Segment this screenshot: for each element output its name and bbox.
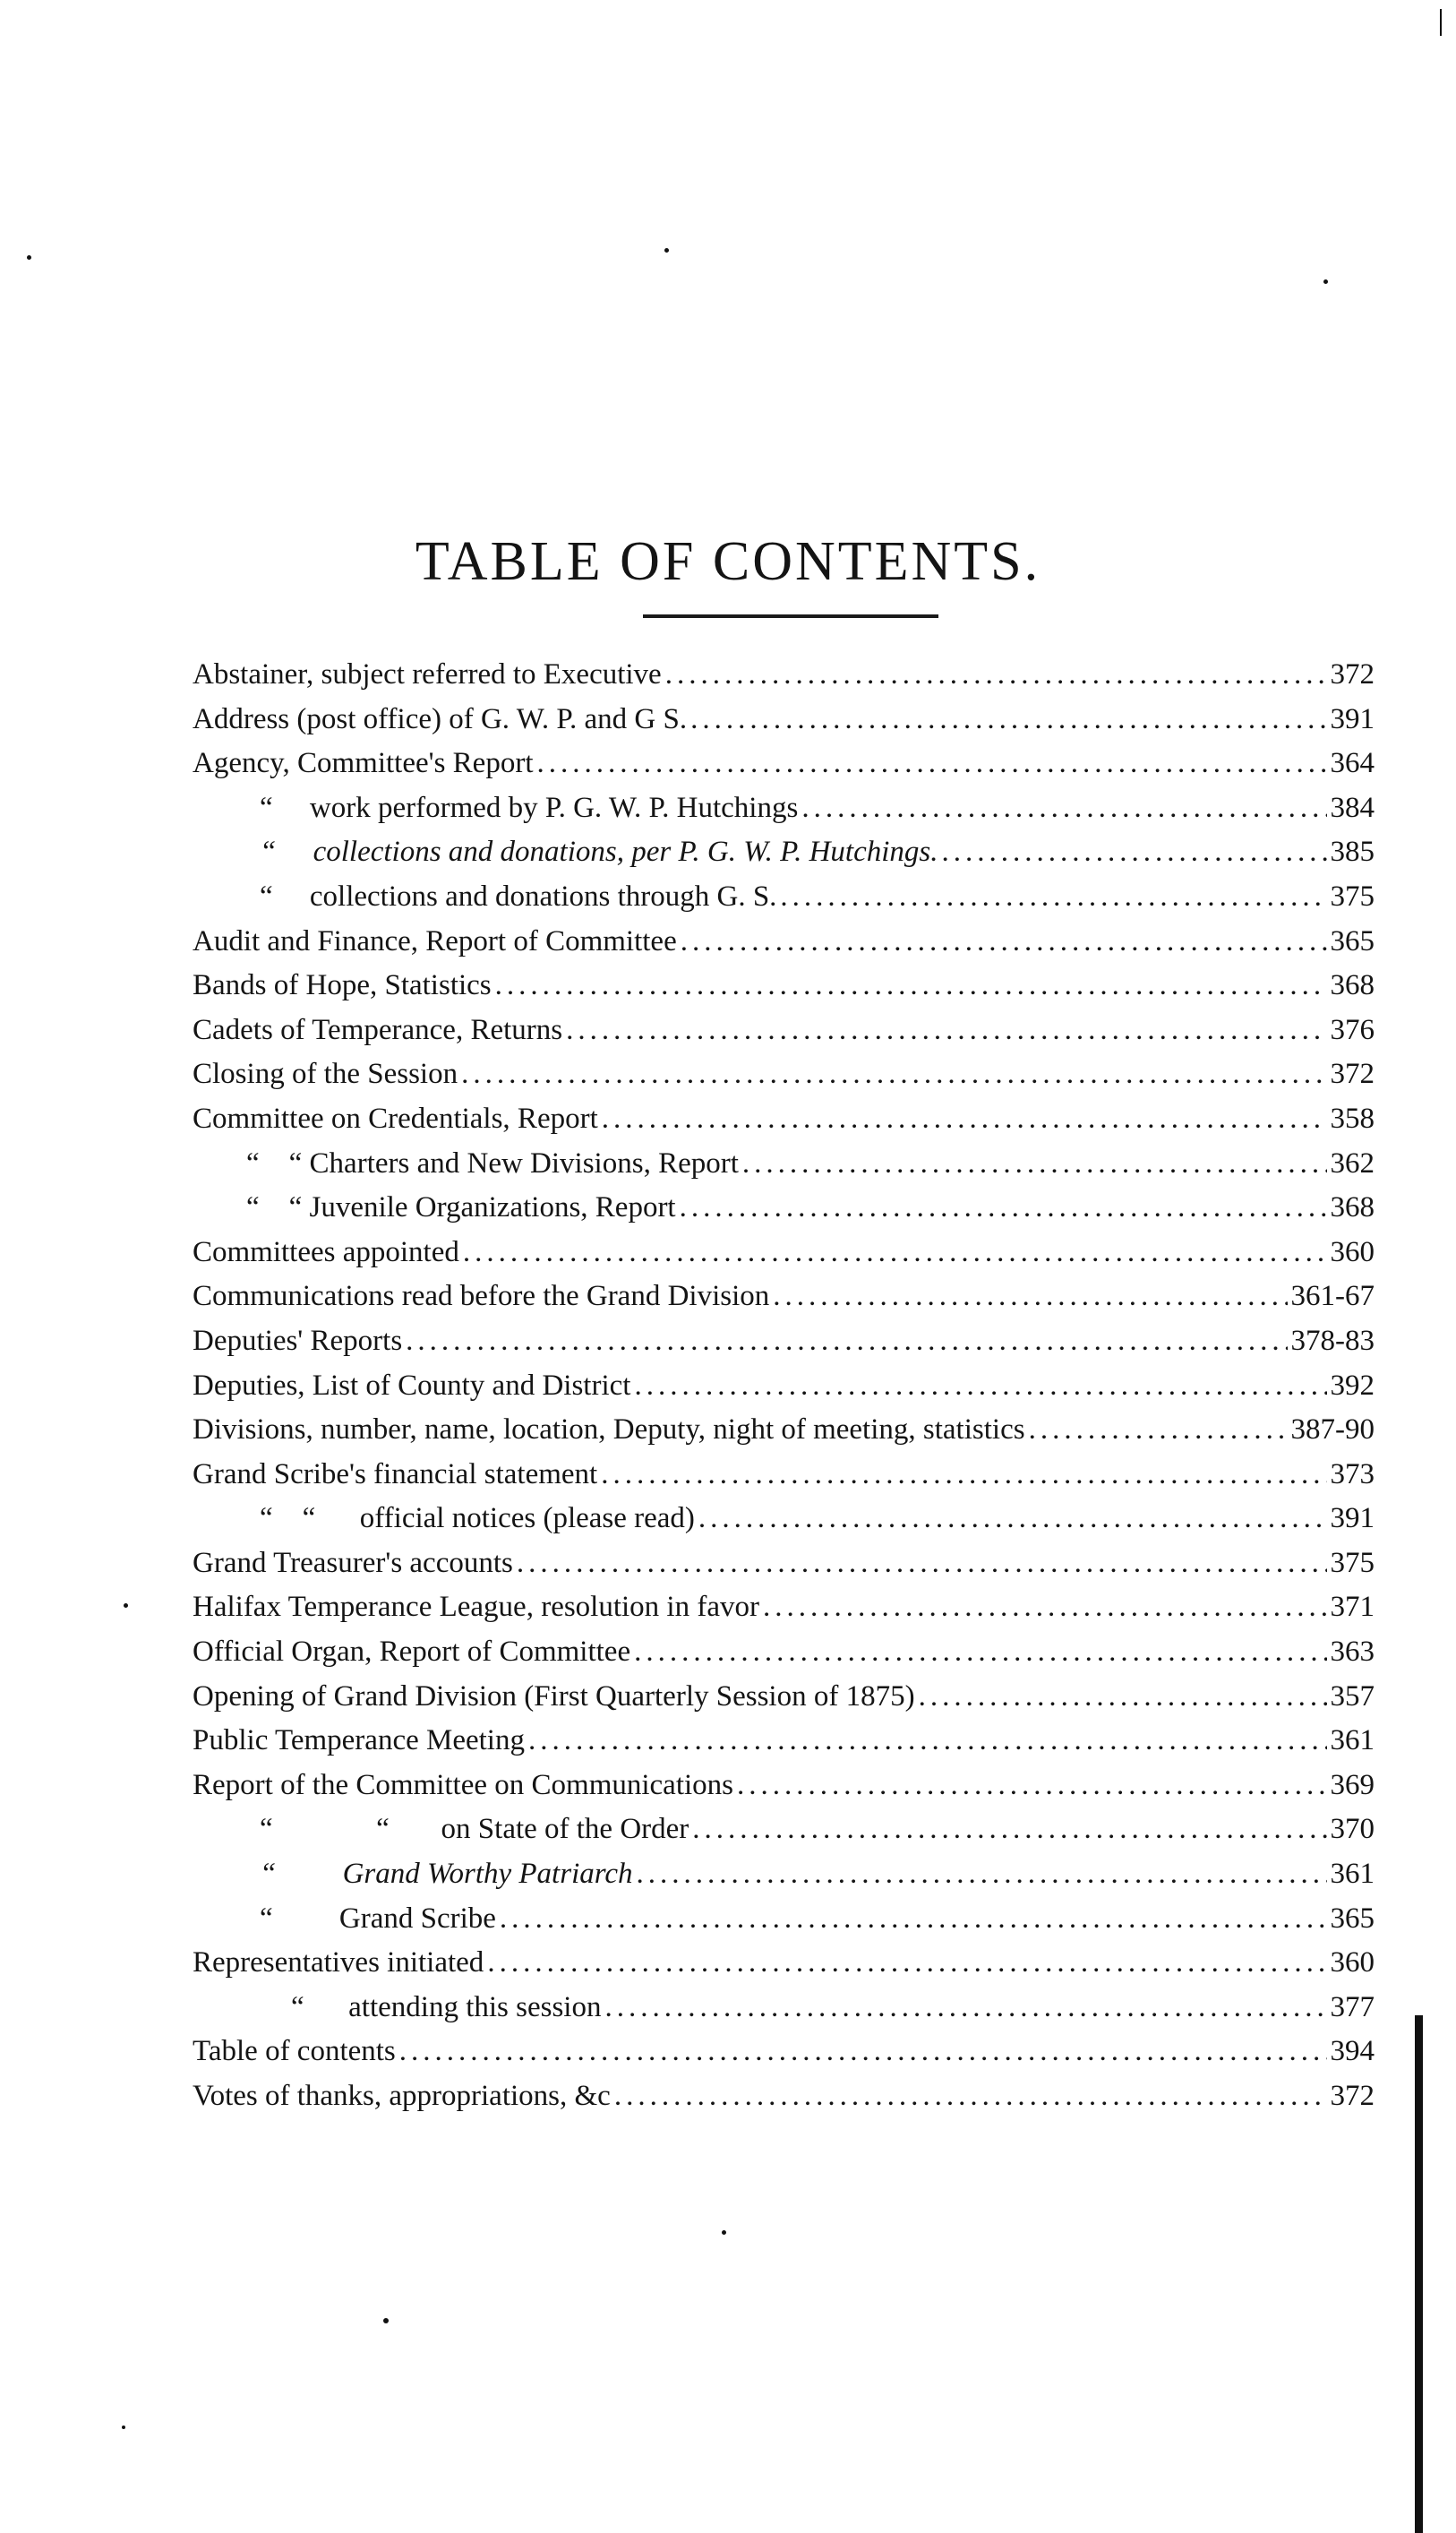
toc-entry-page: 361 xyxy=(1330,1724,1375,1757)
dot-leader xyxy=(487,1946,1326,1979)
toc-entry-label: Cadets of Temperance, Returns xyxy=(193,1013,563,1046)
toc-entry xyxy=(193,925,1375,970)
toc-entry xyxy=(193,2035,1375,2080)
toc-entry-label: Official Organ, Report of Committee xyxy=(193,1636,631,1669)
toc-entry-page: 392 xyxy=(1330,1369,1375,1402)
toc-entry-label: Bands of Hope, Statistics xyxy=(193,969,492,1002)
toc-entry-label: “ “ Charters and New Divisions, Report xyxy=(246,1146,739,1180)
toc-entry xyxy=(193,1813,1375,1858)
toc-entry-page: 372 xyxy=(1330,2080,1375,2112)
toc-entry-label: Grand Treasurer's accounts xyxy=(193,1546,513,1579)
toc-entry xyxy=(193,1014,1375,1059)
scan-speck xyxy=(1323,279,1328,284)
toc-entry xyxy=(193,1724,1375,1769)
scan-speck xyxy=(27,255,31,260)
toc-entry-page: 391 xyxy=(1330,702,1375,735)
toc-entry xyxy=(193,1991,1375,2036)
toc-entry-page: 375 xyxy=(1330,880,1375,913)
toc-entry xyxy=(193,1858,1375,1902)
toc-entry-page: 360 xyxy=(1330,1946,1375,1979)
toc-entry-label: Committees appointed xyxy=(193,1235,459,1268)
toc-entry-label: Halifax Temperance League, resolution in favor xyxy=(193,1591,759,1624)
dot-leader xyxy=(528,1724,1327,1757)
toc-entry-label: “ “ official notices (please read) xyxy=(260,1502,695,1535)
toc-entry-label: “ work performed by P. G. W. P. Hutchings xyxy=(260,791,799,824)
toc-entry-page: 365 xyxy=(1330,924,1375,957)
toc-entry-page: 377 xyxy=(1330,1990,1375,2023)
toc-entry-page: 371 xyxy=(1330,1591,1375,1624)
dot-leader xyxy=(681,925,1327,958)
page-title: TABLE OF CONTENTS. xyxy=(415,531,1041,592)
toc-entry-label: Agency, Committee's Report xyxy=(193,747,534,780)
toc-entry xyxy=(193,1236,1375,1281)
scan-speck xyxy=(383,2318,389,2323)
binding-shadow xyxy=(1440,9,1442,36)
toc-entry xyxy=(193,1370,1375,1414)
toc-entry-page: 358 xyxy=(1330,1102,1375,1135)
toc-entry-label: Closing of the Session xyxy=(193,1058,458,1091)
dot-leader xyxy=(919,1680,1327,1713)
dot-leader xyxy=(495,969,1327,1002)
dot-leader xyxy=(634,1636,1326,1669)
toc-entry-label: Address (post office) of G. W. P. and G S. xyxy=(193,702,688,735)
table-of-contents xyxy=(193,658,1375,2125)
toc-entry-page: 360 xyxy=(1330,1235,1375,1268)
scan-speck xyxy=(122,2426,125,2429)
dot-leader xyxy=(517,1547,1327,1580)
dot-leader xyxy=(406,1325,1287,1358)
toc-entry-label: Opening of Grand Division (First Quarterly Session of 1875) xyxy=(193,1679,915,1713)
toc-entry-label: Grand Scribe's financial statement xyxy=(193,1457,598,1490)
toc-entry-page: 372 xyxy=(1330,658,1375,691)
toc-entry-label: Votes of thanks, appropriations, &c xyxy=(193,2080,611,2112)
dot-leader xyxy=(614,2080,1327,2113)
toc-entry-label: Abstainer, subject referred to Executive xyxy=(193,658,662,691)
toc-entry xyxy=(193,1413,1375,1458)
toc-entry-page: 368 xyxy=(1330,1191,1375,1224)
toc-entry xyxy=(193,658,1375,703)
toc-entry-page: 368 xyxy=(1330,969,1375,1002)
toc-entry xyxy=(193,1902,1375,1947)
toc-entry xyxy=(193,703,1375,748)
toc-entry-label: Public Temperance Meeting xyxy=(193,1724,525,1757)
dot-leader xyxy=(763,1591,1327,1624)
dot-leader xyxy=(692,1813,1326,1846)
dot-leader xyxy=(780,880,1326,914)
toc-entry-page: 361-67 xyxy=(1290,1280,1375,1313)
toc-entry-page: 372 xyxy=(1330,1058,1375,1091)
toc-entry xyxy=(193,1191,1375,1236)
toc-entry-label: “ “ on State of the Order xyxy=(260,1813,689,1846)
toc-entry-label: Report of the Committee on Communications xyxy=(193,1768,734,1801)
toc-entry-label: Representatives initiated xyxy=(193,1946,484,1979)
toc-entry-page: 375 xyxy=(1330,1546,1375,1579)
toc-entry-label: “ attending this session xyxy=(291,1990,602,2023)
toc-entry-label: Divisions, number, name, location, Deputy, night of meeting, statistics xyxy=(193,1413,1025,1447)
toc-entry-page: 394 xyxy=(1330,2035,1375,2068)
toc-entry xyxy=(193,1636,1375,1680)
toc-entry xyxy=(193,1502,1375,1547)
toc-entry-label: “ collections and donations, per P. G. W. P. Hutchings. xyxy=(260,836,938,869)
toc-entry-page: 376 xyxy=(1330,1013,1375,1046)
toc-entry-label: Deputies, List of County and District xyxy=(193,1369,631,1402)
dot-leader xyxy=(500,1902,1327,1936)
title-rule xyxy=(643,614,938,618)
toc-entry-page: 373 xyxy=(1330,1457,1375,1490)
dot-leader xyxy=(461,1058,1326,1091)
toc-entry-label: “ collections and donations through G. S. xyxy=(260,880,777,913)
toc-entry-page: 365 xyxy=(1330,1902,1375,1935)
dot-leader xyxy=(1029,1413,1288,1447)
dot-leader xyxy=(566,1014,1326,1047)
dot-leader xyxy=(602,1103,1327,1136)
scan-speck xyxy=(722,2230,726,2235)
toc-entry-page: 357 xyxy=(1330,1679,1375,1713)
toc-entry-page: 378-83 xyxy=(1290,1324,1375,1357)
toc-entry xyxy=(193,792,1375,837)
toc-entry-page: 361 xyxy=(1330,1858,1375,1891)
toc-entry-label: Table of contents xyxy=(193,2035,396,2068)
scan-speck xyxy=(664,248,669,253)
toc-entry xyxy=(193,1946,1375,1991)
dot-leader xyxy=(690,703,1326,736)
binding-shadow xyxy=(1415,2015,1423,2533)
toc-entry xyxy=(193,1147,1375,1192)
toc-entry-page: 363 xyxy=(1330,1636,1375,1669)
dot-leader xyxy=(737,1769,1326,1802)
toc-entry-label: “ Grand Worthy Patriarch xyxy=(260,1858,633,1891)
dot-leader xyxy=(463,1236,1327,1269)
toc-entry xyxy=(193,969,1375,1014)
dot-leader xyxy=(773,1280,1287,1313)
toc-entry-page: 384 xyxy=(1330,791,1375,824)
toc-entry xyxy=(193,2080,1375,2125)
dot-leader xyxy=(698,1502,1327,1535)
toc-entry-page: 369 xyxy=(1330,1768,1375,1801)
toc-entry-page: 362 xyxy=(1330,1146,1375,1180)
toc-entry xyxy=(193,1591,1375,1636)
toc-entry xyxy=(193,747,1375,792)
dot-leader xyxy=(801,792,1326,825)
dot-leader xyxy=(601,1458,1326,1491)
dot-leader xyxy=(942,836,1327,869)
toc-entry-label: Deputies' Reports xyxy=(193,1324,403,1357)
dot-leader xyxy=(536,747,1326,780)
dot-leader xyxy=(742,1147,1327,1181)
toc-entry-label: Communications read before the Grand Division xyxy=(193,1280,770,1313)
toc-entry xyxy=(193,1325,1375,1370)
toc-entry xyxy=(193,1769,1375,1814)
dot-leader xyxy=(637,1858,1327,1891)
toc-entry xyxy=(193,1280,1375,1325)
toc-entry-label: “ Grand Scribe xyxy=(260,1902,496,1935)
dot-leader xyxy=(680,1191,1327,1224)
scan-speck xyxy=(124,1603,128,1608)
toc-entry-label: “ “ Juvenile Organizations, Report xyxy=(246,1191,676,1224)
toc-entry-page: 370 xyxy=(1330,1813,1375,1846)
toc-entry xyxy=(193,836,1375,880)
toc-entry xyxy=(193,880,1375,925)
toc-entry-label: Audit and Finance, Report of Committee xyxy=(193,924,677,957)
toc-entry xyxy=(193,1680,1375,1725)
toc-entry xyxy=(193,1058,1375,1103)
toc-entry-page: 387-90 xyxy=(1290,1413,1375,1447)
toc-entry xyxy=(193,1547,1375,1592)
toc-entry-label: Committee on Credentials, Report xyxy=(193,1102,598,1135)
toc-entry xyxy=(193,1458,1375,1503)
dot-leader xyxy=(665,658,1327,691)
dot-leader xyxy=(604,1991,1326,2024)
toc-entry xyxy=(193,1103,1375,1147)
toc-entry-page: 385 xyxy=(1330,836,1375,869)
toc-entry-page: 391 xyxy=(1330,1502,1375,1535)
dot-leader xyxy=(399,2035,1327,2068)
dot-leader xyxy=(634,1370,1326,1403)
toc-entry-page: 364 xyxy=(1330,747,1375,780)
